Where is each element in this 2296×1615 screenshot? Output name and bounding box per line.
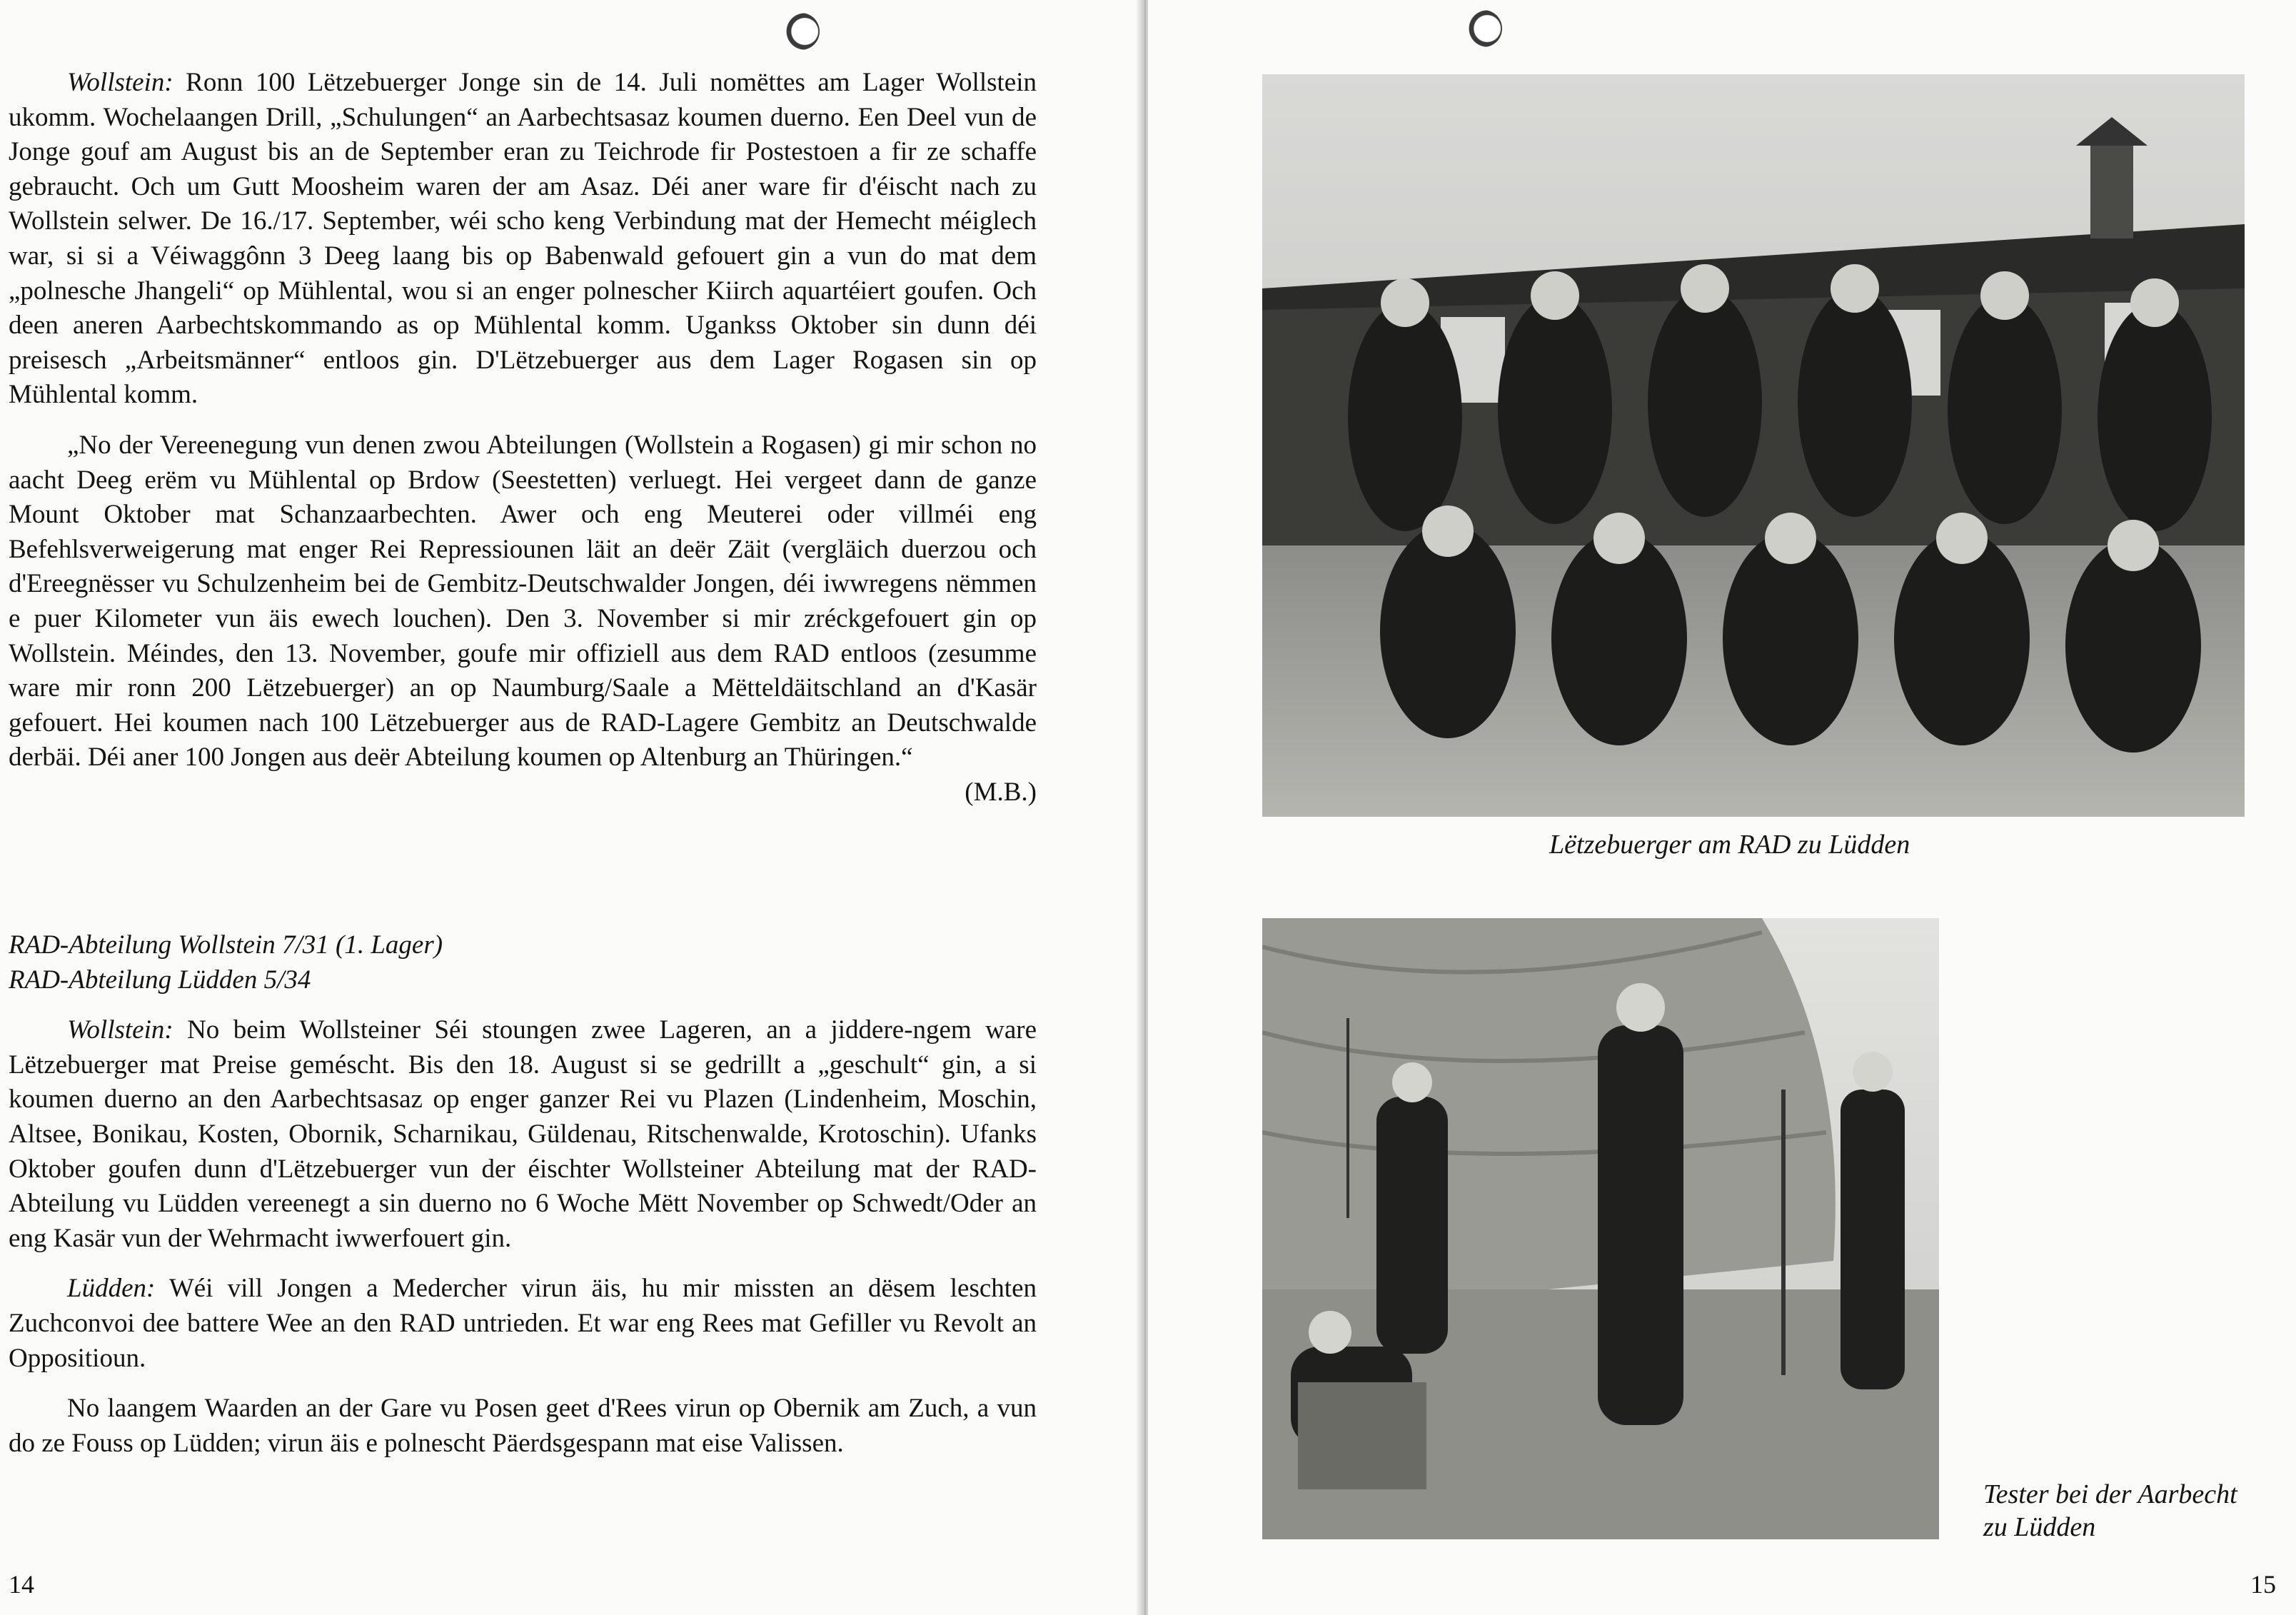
section-heading-1: RAD-Abteilung Wollstein 7/31 (1. Lager)	[9, 930, 443, 960]
paragraph-posen	[9, 1392, 1037, 1461]
paragraph-text: Ronn 100 Lëtzebuerger Jonge sin de 14. Juli nomëttes am Lager Wollstein ukomm. Wochelaangen Drill, „Schulungen“ an Aarbechtsasaz koumen duerno. Een Deel vun de Jonge gouf am August bis an de September eran zu Teichrode fir Postestoen a fir ze schaffe gebraucht. Och um Gutt Moosheim waren der am Asaz. Déi aner ware fir d'éischt nach zu Wollstein selwer. De 16./17. September, wéi scho keng Verbindung mat der Hemecht méiglech war, si si a Véiwaggônn 3 Deeg laang bis op Babenwald gefouert gin a vun do mat dem „polnesche Jhangeli“ op Mühlental, wou si an enger polnescher Kiirch aquartéiert goufen. Och deen aneren Aarbechtskommando as op Mühlental komm. Ugankss Oktober sin dunn déi preisesch „Arbeitsmänner“ entloos gin. D'Lëtzebuerger aus dem Lager Rogasen sin op Mühlental komm.	[9, 68, 1037, 410]
left-page	[0, 0, 1142, 1615]
paragraph-text: No laangem Waarden an der Gare vu Posen geet d'Rees virun op Obernik am Zuch, a vun do ze Fouss op Lüdden; virun äis e polnescht Päerdsgespann mat eise Valissen.	[9, 1394, 1037, 1458]
paragraph-text: No beim Wollsteiner Séi stoungen zwee Lageren, an a jiddere-ngem ware Lëtzebuerger mat Preise geméscht. Bis den 18. August si se gedrillt a „geschult“ gin, a si koumen duerno an den Aarbechtsasaz op enger ganzer Rei vu Plazen (Lindenheim, Moschin, Altsee, Bonikau, Kosten, Obornik, Scharnikau, Güldenau, Ritschenwalde, Krotoschin). Ufanks Oktober goufen dunn d'Lëtzebuerger vun der éischter Wollsteiner Abteilung mat der RAD-Abteilung vu Lüdden vereenegt a sin duerno no 6 Woche Mëtt November op Schwedt/Oder an eng Kasär vun der Wehrmacht iwwerfouert gin.	[9, 1015, 1037, 1253]
surveyors-photo-image	[1262, 918, 1939, 1539]
signature: (M.B.)	[965, 777, 1037, 807]
binder-hole	[1465, 10, 1502, 47]
paragraph-wollstein-1	[9, 66, 1037, 413]
right-page	[1148, 0, 2296, 1615]
group-photo	[1262, 74, 2245, 817]
photo1-caption: Lëtzebuerger am RAD zu Lüdden	[1549, 830, 1910, 860]
place-label: Wollstein:	[67, 1015, 173, 1045]
place-label: Wollstein:	[67, 68, 173, 97]
place-label: Lüdden:	[67, 1274, 156, 1304]
paragraph-luedden	[9, 1272, 1037, 1376]
left-text-block-1	[9, 66, 1037, 810]
paragraph-text: Wéi vill Jongen a Medercher virun äis, hu mir missten an dësem leschten Zuchconvoi dee battere Wee an den RAD untrieden. Et war eng Rees mat Gefiller vu Revolt an Oppositioun.	[9, 1274, 1037, 1373]
paragraph-quote	[9, 428, 1037, 807]
page-number: 14	[9, 1570, 34, 1599]
page-number: 15	[2250, 1570, 2276, 1599]
group-photo-image	[1262, 74, 2245, 817]
paragraph-text: „No der Vereenegung vun denen zwou Abteilungen (Wollstein a Rogasen) gi mir schon no aacht Deeg erëm vu Mühlental op Brdow (Seestetten) verluegt. Hei vergeet dann de ganze Mount Oktober mat Schanzaarbechten. Awer och eng Meuterei oder villméi eng Befehlsverweigerung mat enger Rei Repressiounen läit an deër Zäit (vergläich duerzou och d'Ereegnësser vu Schulzenheim bei de Gembitz-Deutschwalder Jongen, déi iwwregens nëmmen e puer Kilometer vun äis ewech louchen). Den 3. November si mir zréckgefouert gin op Wollstein. Méindes, den 13. November, goufe mir offiziell aus dem RAD entloos (zesumme ware mir ronn 200 Lëtzebuerger) an op Naumburg/Saale a Mëtteldäitschland an d'Kasär gefouert. Hei koumen nach 100 Lëtzebuerger aus de RAD-Lagere Gembitz an Deutschwalde derbäi. Déi aner 100 Jongen aus deër Abteilung koumen op Altenburg an Thüringen.“	[9, 430, 1037, 773]
photo2-caption-line2: zu Lüdden	[1983, 1512, 2096, 1542]
surveyors-photo	[1262, 918, 1939, 1539]
left-text-block-2	[9, 928, 1037, 1461]
paragraph-wollstein-2	[9, 1013, 1037, 1256]
photo2-caption-line1: Tester bei der Aarbecht	[1983, 1479, 2237, 1509]
binder-hole	[782, 13, 820, 50]
section-heading-2: RAD-Abteilung Lüdden 5/34	[9, 965, 311, 995]
